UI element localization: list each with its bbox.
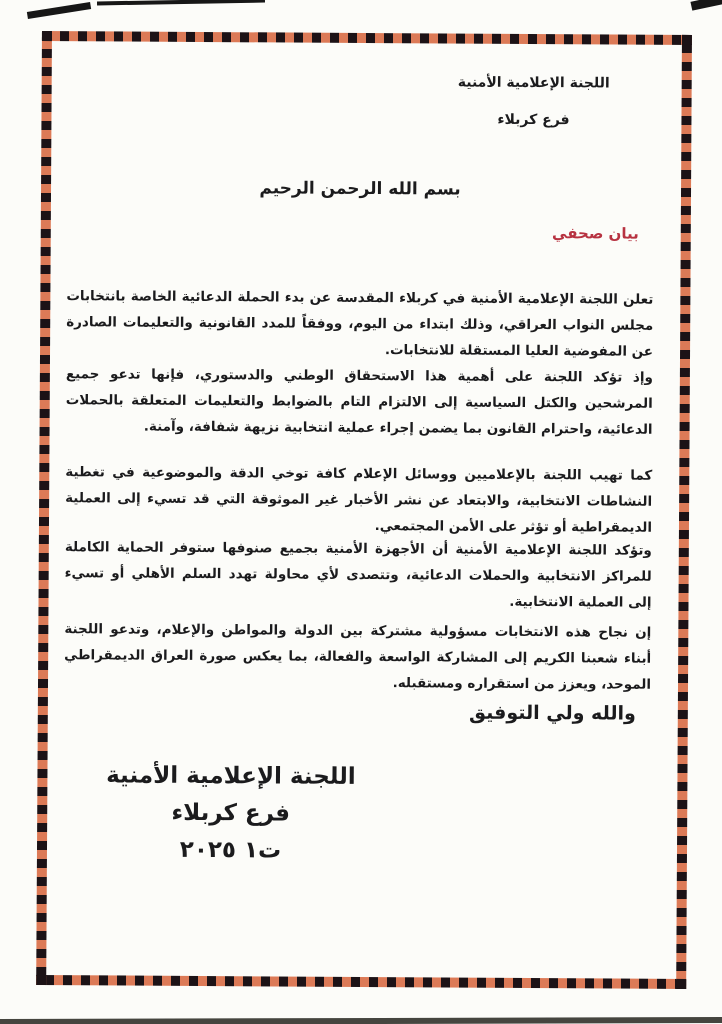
press-release-label: بيان صحفي: [552, 224, 639, 243]
closing-dua: والله ولي التوفيق: [468, 701, 636, 725]
statement-paragraph: إن نجاح هذه الانتخابات مسؤولية مشتركة بين الدولة والمواطن والإعلام، وتدعو اللجنة أبناء شعبنا الكريم إلى المشاركة الواسعة والفعالة، بما يعكس صورة العراق الديمقراطي الموحد، ويعزز من استقراره ومستقبله.: [64, 621, 652, 693]
basmala: بسم الله الرحمن الرحيم: [259, 178, 461, 200]
statement-paragraph: تعلن اللجنة الإعلامية الأمنية في كربلاء المقدسة عن بدء الحملة الدعائية الخاصة بانتخابات مجلس النواب العراقي، وذلك ابتداء من اليوم، ووفقاً للمدد القانونية والتعليمات الصادرة عن المفوضية العليا المستقلة للانتخابات.: [66, 288, 654, 360]
signature-block: [93, 757, 369, 870]
statement-paragraph: كما تهيب اللجنة بالإعلاميين ووسائل الإعلام كافة توخي الدقة والموضوعية في تغطية النشاطات الانتخابية، والابتعاد عن نشر الأخبار غير الموثوقة التي قد تسيء إلى العملية الديمقراطية أو تؤثر على الأمن المجتمعي.: [65, 464, 653, 536]
signature-branch: فرع كربلاء: [171, 799, 291, 827]
letterhead: [457, 75, 609, 129]
org-name: اللجنة الإعلامية الأمنية: [457, 74, 610, 92]
statement-paragraph: وتؤكد اللجنة الإعلامية الأمنية أن الأجهزة الأمنية بجميع صنوفها ستوفر الحماية الكاملة للمراكز الانتخابية والحملات الدعائية، وتتصدى لأي محاولة تهدد السلم الأهلي أو تسيء إلى العملية الانتخابية.: [64, 539, 652, 611]
signature-org: اللجنة الإعلامية الأمنية: [106, 762, 356, 790]
statement-paragraph: وإذ تؤكد اللجنة على أهمية هذا الاستحقاق الوطني والدستوري، فإنها تدعو جميع المرشحين والكتل السياسية إلى الالتزام التام بالضوابط والتعليمات المتعلقة بالحملات الدعائية، واحترام القانون بما يضمن إجراء عملية انتخابية نزيهة شفافة، وآمنة.: [65, 366, 653, 438]
signature-date: ت١ ٢٠٢٥: [179, 836, 282, 864]
branch-name: فرع كربلاء: [497, 111, 570, 129]
